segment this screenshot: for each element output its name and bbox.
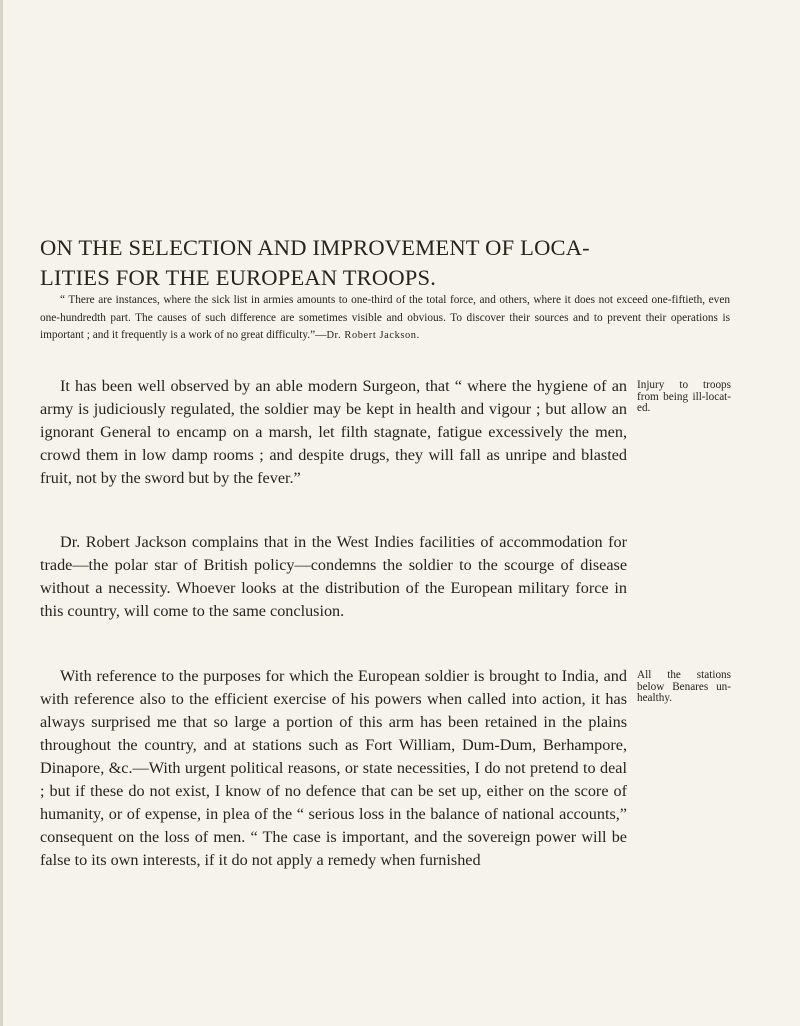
margin-note-2: All the stations below Benares un-healthy.: [637, 669, 731, 705]
page-edge: [0, 0, 3, 1026]
title-line-2: LITIES FOR THE EUROPEAN TROOPS.: [40, 265, 437, 290]
paragraph-3: With reference to the purposes for which the European soldier is brought to India, and with reference also to the efficient exercise of his powers when called into action, it has always surprised me that so large a portion of this arm has been retained in the plains throughout the country, and at stations such as Fort William, Dum-Dum, Berhampore, Dinapore, &c.—With urgent political reasons, or state necessities, I do not pretend to deal ; but if these do not exist, I know of no defence that can be set up, either on the score of humanity, or of expense, in plea of the “ serious loss in the balance of national accounts,” consequent on the loss of men. “ The case is important, and the sovereign power will be false to its own interests, if it do not apply a remedy when furnished: [40, 667, 627, 869]
margin-note-1: Injury to troops from being ill-locat-ed.: [637, 379, 731, 415]
paragraph-2: Dr. Robert Jackson complains that in the West Indies facilities of accommodation for trade—the polar star of British policy—condemns the soldier to the scourge of disease without a necessity. Whoever looks at the distribution of the European military force in this country, will come to the same conclusion.: [40, 533, 627, 620]
paragraph-1: It has been well observed by an able modern Surgeon, that “ where the hygiene of an army is judiciously regulated, the soldier may be kept in health and vigour ; but allow an ignorant General to encamp on a marsh, let filth stagnate, fatigue excessively the men, crowd them in low damp rooms ; and despite drugs, they will fall as unripe and blasted fruit, not by the sword but by the fever.”: [40, 377, 627, 487]
epigraph-author: Dr. Robert Jackson.: [326, 330, 420, 342]
title-line-1: ON THE SELECTION AND IMPROVEMENT OF LOCA-: [40, 235, 590, 260]
epigraph: [40, 292, 730, 345]
chapter-title: [40, 233, 730, 293]
epigraph-text: “ There are instances, where the sick list in armies amounts to one-third of the total force, and others, where it does not exceed one-fiftieth, even one-hundredth part. The causes of such difference are sometimes visible and obvious. To discover their sources and to prevent their operations is important ; and it frequently is a work of no great difficulty.”—: [40, 294, 730, 342]
